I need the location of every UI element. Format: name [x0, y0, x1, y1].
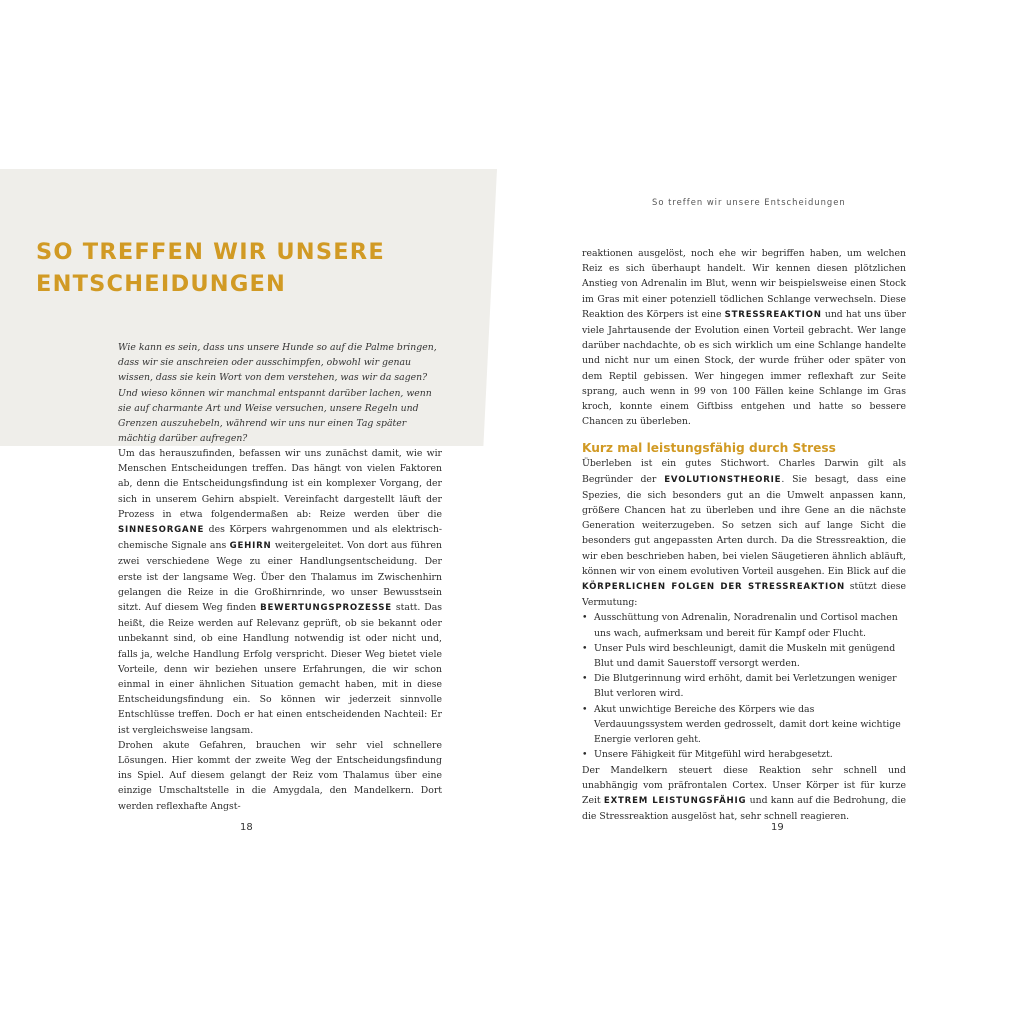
- body-text: . Sie besagt, dass eine Spezies, die sich besonders gut an die Umwelt anpassen kann, größere Chancen hat zu überleben und ihre Gene an die nächste Generation weiterzugeben. So setzen sich auf lange Sicht die besonders gut angepassten Arten durch. Da die Stressreaktion, die wir eben beschrieben haben, bei vielen Säugetieren ähnlich abläuft, können wir von einem evolutiven Vorteil ausgehen. Ein Blick auf die: [582, 473, 906, 577]
- list-item-text: Unser Puls wird beschleunigt, damit die Muskeln mit genügend Blut und damit Sauerstoff versorgt werden.: [594, 642, 896, 670]
- body-text: des Körpers wahrgenommen und als elektrisch-chemische Signale ans: [118, 524, 442, 552]
- list-item: [582, 610, 906, 640]
- body-paragraph: Drohen akute Gefahren, brauchen wir sehr viel schnellere Lösungen. Hier kommt der zweite Weg der Entscheidungsfindung ins Spiel. Auf diesem gelangt der Reiz vom Thalamus über eine einzige Umschaltstelle in die Amygdala, den Mandelkern. Dort werden reflexhafte Angst-: [118, 739, 442, 812]
- chapter-title-line-2: ENTSCHEIDUNGEN: [36, 271, 287, 297]
- body-text: weitergeleitet. Von dort aus führen zwei verschiedene Wege zu einer Handlungsentscheidung. Der erste ist der langsame Weg. Über den Thalamus im Zwischenhirn gelangen die Reize in die Großhirnrinde, wo unser Bewusstsein sitzt. Auf diesem Weg finden: [118, 540, 443, 614]
- bullet-icon: •: [582, 612, 588, 624]
- body-text: reaktionen ausgelöst, noch ehe wir begriffen haben, um welchen Reiz es sich überhaupt handelt. Wir kennen diesen plötzlichen Anstieg von Adrenalin im Blut, wenn wir beispielsweise einen Stock im Gras mit einer potenziell tödlichen Schlange verwechseln. Diese Reaktion des Körpers ist eine: [582, 248, 906, 320]
- body-paragraph: [582, 456, 906, 610]
- body-text: und kann auf die Bedrohung, die die Stressreaktion ausgelöst hat, sehr schnell reagieren.: [582, 794, 906, 823]
- keyword: KÖRPERLICHEN FOLGEN DER STRESSREAKTION: [582, 582, 846, 593]
- page-number-left: 18: [240, 822, 253, 833]
- keyword: EVOLUTIONSTHEORIE: [664, 474, 782, 485]
- body-text: Um das herauszufinden, befassen wir uns zunächst damit, wie wir Menschen Entscheidungen treffen. Das hängt von vielen Faktoren ab, denn die Entscheidungsfindung ist ein komplexer Vorgang, der sich in unserem Gehirn abspielt. Vereinfacht dargestellt läuft der Prozess in etwa folgendermaßen ab: Reize werden über die: [118, 448, 442, 520]
- keyword: BEWERTUNGSPROZESSE: [260, 603, 392, 614]
- right-page-body: [582, 246, 906, 824]
- keyword: GEHIRN: [229, 541, 272, 552]
- list-item: [582, 671, 906, 701]
- bullet-icon: •: [582, 673, 588, 685]
- chapter-title: [36, 236, 385, 300]
- left-page-body: [118, 446, 442, 814]
- body-paragraph: [582, 763, 906, 825]
- list-item-text: Unsere Fähigkeit für Mitgefühl wird herabgesetzt.: [594, 749, 833, 761]
- body-text: und hat uns über viele Jahrtausende der Evolution einen Vorteil gebracht. Wer lange darüber nachdachte, ob es sich wirklich um eine Schlange handelte und nicht nur um einen Stock, der wurde früher oder später von dem Reptil gebissen. Wer hingegen immer reflexhaft zur Seite sprang, auch wenn in 99 von 100 Fällen keine Schlange im Gras kroch, konnte einem Giftbiss entgehen und hatte so bessere Chancen zu überleben.: [582, 308, 906, 428]
- body-text: stützt diese Vermutung:: [582, 581, 906, 609]
- body-text: Der Mandelkern steuert diese Reaktion sehr schnell und unabhängig vom präfrontalen Cortex. Unser Körper ist für kurze Zeit: [582, 764, 906, 806]
- page-number-right: 19: [771, 822, 784, 833]
- keyword: STRESSREAKTION: [724, 309, 822, 320]
- keyword: EXTREM LEISTUNGSFÄHIG: [603, 795, 747, 806]
- list-item-text: Ausschüttung von Adrenalin, Noradrenalin und Cortisol machen uns wach, aufmerksam und bereit für Kampf oder Flucht.: [594, 612, 898, 639]
- body-paragraph: [118, 446, 442, 738]
- chapter-intro: Wie kann es sein, dass uns unsere Hunde so auf die Palme bringen, dass wir sie anschreien oder ausschimpfen, obwohl wir genau wissen, dass sie kein Wort von dem verstehen, was wir da sagen? Und wieso können wir manchmal entspannt darüber lachen, wenn sie auf charmante Art und Weise versuchen, unsere Regeln und Grenzen auszuhebeln, während wir uns nur einen Tag später mächtig darüber aufregen?: [118, 342, 437, 445]
- section-heading: Kurz mal leistungsfähig durch Stress: [582, 441, 836, 456]
- list-item: [582, 747, 906, 762]
- bullet-icon: •: [582, 703, 588, 715]
- chapter-title-line-1: SO TREFFEN WIR UNSERE: [36, 239, 385, 265]
- bullet-icon: •: [582, 642, 588, 654]
- running-head: So treffen wir unsere Entscheidungen: [652, 197, 846, 207]
- body-paragraph: [582, 246, 906, 429]
- bullet-list: [582, 610, 906, 762]
- bullet-icon: •: [582, 749, 588, 761]
- keyword: SINNESORGANE: [118, 525, 205, 536]
- list-item: [582, 641, 906, 671]
- list-item-text: Die Blutgerinnung wird erhöht, damit bei Verletzungen weniger Blut verloren wird.: [594, 673, 897, 700]
- list-item: [582, 702, 906, 748]
- body-text: statt. Das heißt, die Reize werden auf Relevanz geprüft, ob sie bekannt oder unbekannt sind, ob eine Handlung notwendig ist oder nicht und, falls ja, welche Handlung Erfolg verspricht. Dieser Weg bietet viele Vorteile, denn wir beziehen unsere Erfahrungen, die wir schon einmal in einer ähnlichen Situation gemacht haben, mit in diese Entscheidungsfindung ein. So können wir jederzeit sinnvolle Entschlüsse treffen. Doch er hat einen entscheidenden Nachteil: Er ist vergleichsweise langsam.: [118, 602, 443, 736]
- body-text: Überleben ist ein gutes Stichwort. Charles Darwin gilt als Begründer der: [582, 458, 906, 485]
- list-item-text: Akut unwichtige Bereiche des Körpers wie das Verdauungssystem werden gedrosselt, damit dort keine wichtige Energie verloren geht.: [594, 703, 901, 746]
